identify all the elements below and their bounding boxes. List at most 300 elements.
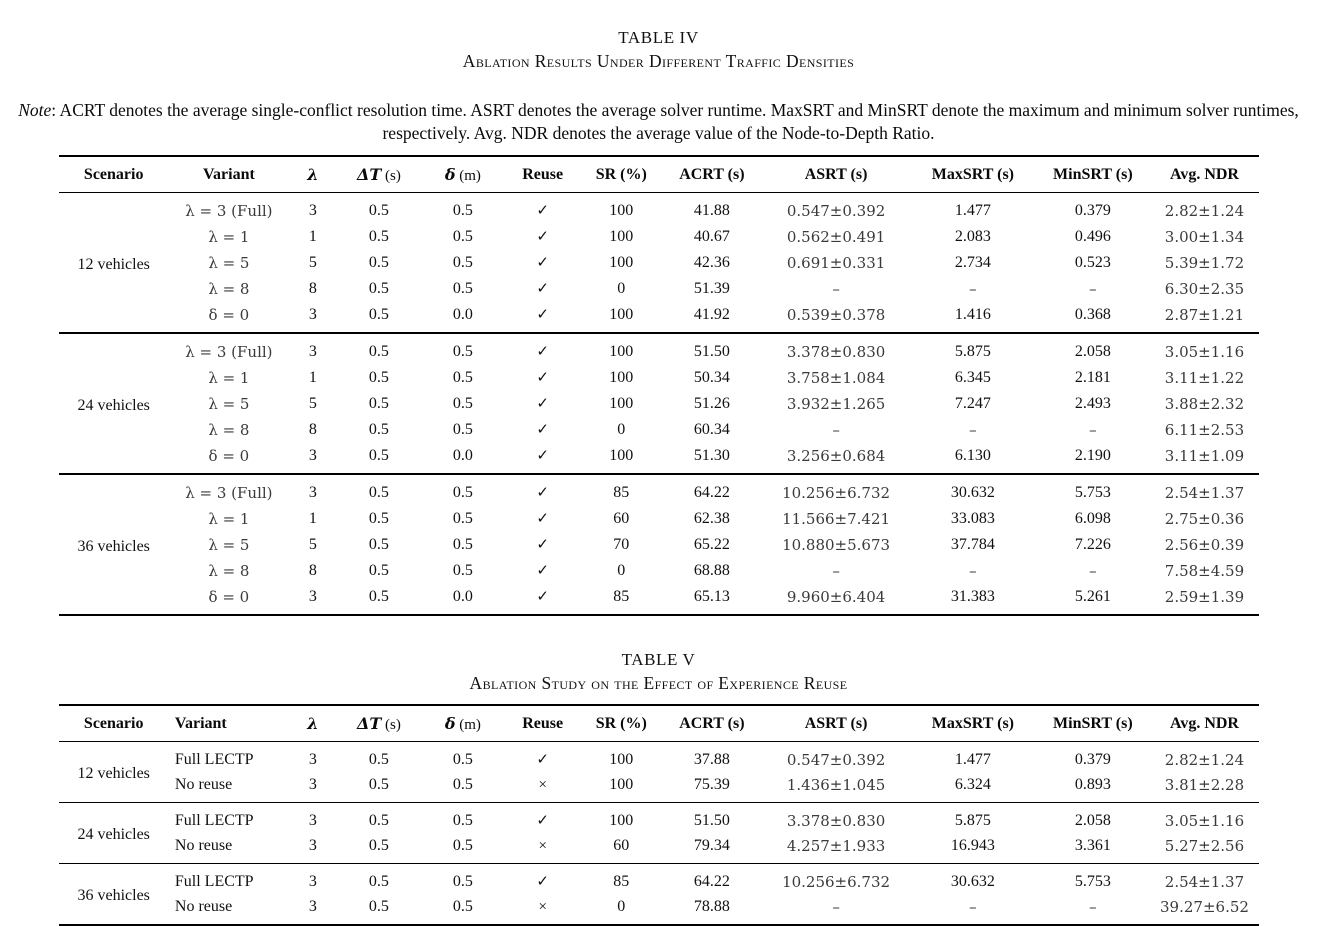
value-cell: 6.345 bbox=[954, 368, 991, 386]
value-cell: 0.5 bbox=[368, 305, 389, 323]
scenario-group bbox=[59, 803, 1259, 864]
value-cell: 60 bbox=[613, 837, 630, 855]
value-cell: 3.378±0.830 bbox=[786, 811, 886, 830]
value-cell: 65.22 bbox=[693, 535, 730, 553]
value-cell: 3.361 bbox=[1074, 837, 1111, 855]
column-header-acrt-s-: ACRT (s) bbox=[662, 156, 762, 193]
value-cell: 37.784 bbox=[950, 535, 995, 553]
column-header-δt: ΔT (s) bbox=[337, 705, 421, 742]
value-cell: 0.379 bbox=[1074, 750, 1111, 768]
column-header-δt: ΔT (s) bbox=[337, 156, 421, 193]
value-cell: – bbox=[1089, 561, 1097, 580]
value-cell: 78.88 bbox=[693, 898, 730, 916]
value-cell: 0.5 bbox=[452, 279, 473, 297]
table-row bbox=[59, 895, 1259, 926]
value-cell: 2.54±1.37 bbox=[1164, 872, 1245, 891]
variant-cell: λ = 1 bbox=[208, 509, 250, 528]
value-cell: 0.5 bbox=[368, 898, 389, 916]
column-header-sr-: SR (%) bbox=[580, 705, 662, 742]
variant-cell: No reuse bbox=[174, 837, 233, 855]
value-cell: 100 bbox=[609, 305, 634, 323]
value-cell: 3 bbox=[308, 483, 317, 501]
value-cell: 0.5 bbox=[368, 420, 389, 438]
value-cell: 0.5 bbox=[368, 253, 389, 271]
variant-cell: λ = 1 bbox=[208, 368, 250, 387]
value-cell: 1.416 bbox=[954, 305, 991, 323]
value-cell: 5 bbox=[308, 394, 317, 412]
column-header-λ: λ bbox=[289, 705, 337, 742]
table-v-section bbox=[0, 650, 1317, 926]
scenario-group bbox=[59, 333, 1259, 474]
value-cell: 37.88 bbox=[693, 750, 730, 768]
column-header-reuse: Reuse bbox=[505, 156, 581, 193]
value-cell: 30.632 bbox=[950, 872, 995, 890]
value-cell: 68.88 bbox=[693, 561, 730, 579]
value-cell: 0.5 bbox=[452, 342, 473, 360]
value-cell: – bbox=[969, 279, 977, 298]
value-cell: 0.5 bbox=[368, 837, 389, 855]
scenario-cell: 36 vehicles bbox=[77, 887, 150, 905]
value-cell: 0.5 bbox=[368, 279, 389, 297]
value-cell: 0.0 bbox=[452, 305, 473, 323]
value-cell: 0.5 bbox=[368, 872, 389, 890]
value-cell: – bbox=[1089, 420, 1097, 439]
value-cell: 0.5 bbox=[452, 394, 473, 412]
value-cell: 0.5 bbox=[452, 253, 473, 271]
value-cell: 39.27±6.52 bbox=[1160, 898, 1249, 917]
table-row bbox=[59, 276, 1259, 302]
value-cell: 0.5 bbox=[452, 837, 473, 855]
value-cell: 70 bbox=[613, 535, 630, 553]
value-cell: 3.11±1.22 bbox=[1164, 368, 1245, 387]
value-cell: 6.130 bbox=[954, 446, 991, 464]
value-cell: 41.88 bbox=[693, 201, 730, 219]
table-row bbox=[59, 864, 1259, 895]
value-cell: 40.67 bbox=[693, 227, 730, 245]
value-cell: 51.50 bbox=[693, 342, 730, 360]
value-cell: 3 bbox=[308, 342, 317, 360]
value-cell: 0.5 bbox=[368, 561, 389, 579]
table-row bbox=[59, 834, 1259, 864]
value-cell: 2.82±1.24 bbox=[1164, 201, 1245, 220]
value-cell: 1 bbox=[308, 227, 317, 245]
value-cell: 6.324 bbox=[954, 776, 991, 794]
value-cell: 0 bbox=[617, 420, 626, 438]
value-cell: – bbox=[969, 420, 977, 439]
value-cell: 85 bbox=[613, 483, 630, 501]
value-cell: 42.36 bbox=[693, 253, 730, 271]
value-cell: 0 bbox=[617, 898, 626, 916]
value-cell: 2.82±1.24 bbox=[1164, 750, 1245, 769]
table-iv-title: Ablation Results Under Different Traffic Densities bbox=[462, 51, 855, 71]
value-cell: – bbox=[969, 561, 977, 580]
column-header-avg-ndr: Avg. NDR bbox=[1150, 705, 1258, 742]
value-cell: – bbox=[1089, 279, 1097, 298]
table-row bbox=[59, 417, 1259, 443]
value-cell: 0.5 bbox=[452, 509, 473, 527]
cross-icon: × bbox=[538, 837, 547, 854]
value-cell: 0.5 bbox=[452, 227, 473, 245]
value-cell: 65.13 bbox=[693, 587, 730, 605]
value-cell: 64.22 bbox=[693, 872, 730, 890]
value-cell: 16.943 bbox=[950, 837, 995, 855]
column-header-asrt-s-: ASRT (s) bbox=[762, 705, 911, 742]
scenario-cell: 24 vehicles bbox=[77, 826, 150, 844]
value-cell: 100 bbox=[609, 750, 634, 768]
value-cell: 100 bbox=[609, 368, 634, 386]
value-cell: – bbox=[832, 898, 840, 917]
value-cell: 0.523 bbox=[1074, 253, 1111, 271]
scenario-cell: 24 vehicles bbox=[77, 396, 150, 414]
check-icon: ✓ bbox=[536, 563, 549, 580]
value-cell: 6.11±2.53 bbox=[1164, 420, 1245, 439]
cross-icon: × bbox=[538, 776, 547, 793]
column-header-avg-ndr: Avg. NDR bbox=[1150, 156, 1258, 193]
value-cell: 0.5 bbox=[452, 750, 473, 768]
value-cell: 0.5 bbox=[368, 750, 389, 768]
value-cell: 0.5 bbox=[368, 535, 389, 553]
value-cell: 11.566±7.421 bbox=[782, 509, 891, 528]
value-cell: 51.39 bbox=[693, 279, 730, 297]
value-cell: 0.496 bbox=[1074, 227, 1111, 245]
table-row bbox=[59, 391, 1259, 417]
variant-cell: Full LECTP bbox=[174, 811, 254, 829]
value-cell: 3 bbox=[308, 305, 317, 323]
variant-cell: λ = 5 bbox=[208, 535, 250, 554]
column-header-maxsrt-s-: MaxSRT (s) bbox=[910, 705, 1035, 742]
value-cell: 2.083 bbox=[954, 227, 991, 245]
column-header-scenario: Scenario bbox=[59, 156, 169, 193]
value-cell: 3 bbox=[308, 201, 317, 219]
variant-cell: No reuse bbox=[174, 776, 233, 794]
value-cell: 0.691±0.331 bbox=[786, 253, 886, 272]
value-cell: 51.30 bbox=[693, 446, 730, 464]
value-cell: 10.256±6.732 bbox=[782, 483, 891, 502]
value-cell: 3.932±1.265 bbox=[786, 394, 886, 413]
value-cell: 3 bbox=[308, 811, 317, 829]
value-cell: – bbox=[832, 279, 840, 298]
value-cell: 6.098 bbox=[1074, 509, 1111, 527]
value-cell: 0.5 bbox=[452, 776, 473, 794]
value-cell: 62.38 bbox=[693, 509, 730, 527]
value-cell: 0.547±0.392 bbox=[786, 201, 886, 220]
column-header-asrt-s-: ASRT (s) bbox=[762, 156, 911, 193]
table-row bbox=[59, 474, 1259, 506]
value-cell: 60 bbox=[613, 509, 630, 527]
column-header-variant: Variant bbox=[169, 156, 289, 193]
header-row bbox=[59, 705, 1259, 742]
value-cell: 5.261 bbox=[1074, 587, 1111, 605]
value-cell: 0.5 bbox=[368, 446, 389, 464]
value-cell: 30.632 bbox=[950, 483, 995, 501]
value-cell: 3 bbox=[308, 587, 317, 605]
column-header-variant: Variant bbox=[169, 705, 289, 742]
value-cell: 100 bbox=[609, 776, 634, 794]
check-icon: ✓ bbox=[536, 203, 549, 220]
value-cell: 5.753 bbox=[1074, 872, 1111, 890]
column-header-maxsrt-s-: MaxSRT (s) bbox=[910, 156, 1035, 193]
value-cell: 64.22 bbox=[693, 483, 730, 501]
value-cell: 100 bbox=[609, 811, 634, 829]
value-cell: 3 bbox=[308, 446, 317, 464]
check-icon: ✓ bbox=[536, 370, 549, 387]
value-cell: 60.34 bbox=[693, 420, 730, 438]
variant-cell: λ = 3 (Full) bbox=[185, 201, 273, 220]
value-cell: 5.39±1.72 bbox=[1164, 253, 1245, 272]
value-cell: 5.27±2.56 bbox=[1164, 837, 1245, 856]
value-cell: – bbox=[969, 898, 977, 917]
value-cell: 0.562±0.491 bbox=[786, 227, 886, 246]
check-icon: ✓ bbox=[536, 281, 549, 298]
value-cell: 3.378±0.830 bbox=[786, 342, 886, 361]
table-row bbox=[59, 193, 1259, 224]
value-cell: 3 bbox=[308, 837, 317, 855]
variant-cell: λ = 8 bbox=[208, 561, 250, 580]
value-cell: 0.5 bbox=[452, 368, 473, 386]
value-cell: 0.5 bbox=[452, 420, 473, 438]
variant-cell: λ = 3 (Full) bbox=[185, 342, 273, 361]
value-cell: 8 bbox=[308, 420, 317, 438]
value-cell: 0.5 bbox=[368, 587, 389, 605]
table-row bbox=[59, 558, 1259, 584]
value-cell: 3.256±0.684 bbox=[786, 446, 886, 465]
value-cell: 5.753 bbox=[1074, 483, 1111, 501]
section-divider-space bbox=[0, 616, 1317, 650]
table-iv-section bbox=[0, 28, 1317, 616]
column-header-scenario: Scenario bbox=[59, 705, 169, 742]
value-cell: 0.0 bbox=[452, 587, 473, 605]
value-cell: 31.383 bbox=[950, 587, 995, 605]
check-icon: ✓ bbox=[536, 537, 549, 554]
value-cell: 2.87±1.21 bbox=[1164, 305, 1245, 324]
value-cell: 0.5 bbox=[452, 561, 473, 579]
check-icon: ✓ bbox=[536, 589, 549, 606]
value-cell: 100 bbox=[609, 201, 634, 219]
value-cell: 1 bbox=[308, 368, 317, 386]
value-cell: 51.50 bbox=[693, 811, 730, 829]
value-cell: 2.058 bbox=[1074, 811, 1111, 829]
value-cell: 7.58±4.59 bbox=[1164, 561, 1245, 580]
value-cell: 3.81±2.28 bbox=[1164, 776, 1245, 795]
value-cell: 0.5 bbox=[368, 483, 389, 501]
check-icon: ✓ bbox=[536, 752, 549, 769]
table-v bbox=[59, 704, 1259, 926]
value-cell: 85 bbox=[613, 587, 630, 605]
value-cell: 2.181 bbox=[1074, 368, 1111, 386]
variant-cell: δ = 0 bbox=[208, 446, 250, 465]
check-icon: ✓ bbox=[536, 448, 549, 465]
check-icon: ✓ bbox=[536, 813, 549, 830]
value-cell: 1.477 bbox=[954, 201, 991, 219]
note-text: : ACRT denotes the average single-conflict resolution time. ASRT denotes the average solver runtime. MaxSRT and MinSRT denote the maximum and minimum solver runtimes, respectively. Avg. NDR denotes the average value of the Node-to-Depth Ratio. bbox=[51, 100, 1299, 144]
check-icon: ✓ bbox=[536, 485, 549, 502]
value-cell: 3 bbox=[308, 750, 317, 768]
value-cell: 51.26 bbox=[693, 394, 730, 412]
value-cell: 0.0 bbox=[452, 446, 473, 464]
table-row bbox=[59, 506, 1259, 532]
header-row bbox=[59, 156, 1259, 193]
value-cell: 1.477 bbox=[954, 750, 991, 768]
variant-cell: λ = 8 bbox=[208, 279, 250, 298]
value-cell: 10.880±5.673 bbox=[782, 535, 891, 554]
scenario-cell: 12 vehicles bbox=[77, 765, 150, 783]
value-cell: 79.34 bbox=[693, 837, 730, 855]
value-cell: 10.256±6.732 bbox=[782, 872, 891, 891]
scenario-cell: 36 vehicles bbox=[77, 537, 150, 555]
table-v-title: Ablation Study on the Effect of Experience Reuse bbox=[469, 673, 848, 694]
value-cell: 41.92 bbox=[693, 305, 730, 323]
value-cell: 6.30±2.35 bbox=[1164, 279, 1245, 298]
value-cell: 4.257±1.933 bbox=[786, 837, 886, 856]
scenario-group bbox=[59, 864, 1259, 926]
value-cell: 0.5 bbox=[452, 201, 473, 219]
column-header-minsrt-s-: MinSRT (s) bbox=[1035, 156, 1150, 193]
value-cell: 2.493 bbox=[1074, 394, 1111, 412]
column-header-δ: δ (m) bbox=[421, 705, 505, 742]
table-row bbox=[59, 803, 1259, 834]
variant-cell: λ = 5 bbox=[208, 253, 250, 272]
check-icon: ✓ bbox=[536, 229, 549, 246]
value-cell: 3.05±1.16 bbox=[1164, 811, 1245, 830]
table-iv-label: TABLE IV bbox=[618, 28, 699, 47]
value-cell: 2.75±0.36 bbox=[1164, 509, 1245, 528]
value-cell: – bbox=[1089, 898, 1097, 917]
value-cell: 5.875 bbox=[954, 811, 991, 829]
value-cell: 85 bbox=[613, 872, 630, 890]
value-cell: 0.539±0.378 bbox=[786, 305, 886, 324]
value-cell: 2.54±1.37 bbox=[1164, 483, 1245, 502]
table-row bbox=[59, 773, 1259, 803]
table-row bbox=[59, 443, 1259, 475]
value-cell: 3 bbox=[308, 776, 317, 794]
value-cell: 75.39 bbox=[693, 776, 730, 794]
table-row bbox=[59, 302, 1259, 334]
variant-cell: λ = 8 bbox=[208, 420, 250, 439]
value-cell: 2.058 bbox=[1074, 342, 1111, 360]
table-iv bbox=[59, 155, 1259, 616]
value-cell: 7.247 bbox=[954, 394, 991, 412]
value-cell: 5.875 bbox=[954, 342, 991, 360]
check-icon: ✓ bbox=[536, 422, 549, 439]
table-row bbox=[59, 584, 1259, 616]
value-cell: 100 bbox=[609, 342, 634, 360]
value-cell: 3.00±1.34 bbox=[1164, 227, 1245, 246]
value-cell: 0.5 bbox=[368, 394, 389, 412]
table-iv-note bbox=[13, 99, 1305, 145]
check-icon: ✓ bbox=[536, 344, 549, 361]
value-cell: 50.34 bbox=[693, 368, 730, 386]
variant-cell: λ = 5 bbox=[208, 394, 250, 413]
value-cell: 3.11±1.09 bbox=[1164, 446, 1245, 465]
cross-icon: × bbox=[538, 898, 547, 915]
value-cell: 9.960±6.404 bbox=[786, 587, 886, 606]
column-header-acrt-s-: ACRT (s) bbox=[662, 705, 762, 742]
value-cell: 100 bbox=[609, 253, 634, 271]
table-row bbox=[59, 742, 1259, 773]
value-cell: 0.5 bbox=[452, 535, 473, 553]
value-cell: 2.190 bbox=[1074, 446, 1111, 464]
value-cell: 0.368 bbox=[1074, 305, 1111, 323]
value-cell: 0.547±0.392 bbox=[786, 750, 886, 769]
column-header-minsrt-s-: MinSRT (s) bbox=[1035, 705, 1150, 742]
variant-cell: λ = 3 (Full) bbox=[185, 483, 273, 502]
value-cell: 0.5 bbox=[368, 227, 389, 245]
scenario-cell: 12 vehicles bbox=[77, 255, 150, 273]
value-cell: 1 bbox=[308, 509, 317, 527]
value-cell: 3 bbox=[308, 898, 317, 916]
value-cell: 7.226 bbox=[1074, 535, 1111, 553]
value-cell: 3 bbox=[308, 872, 317, 890]
note-prefix: Note bbox=[18, 100, 52, 120]
value-cell: 3.05±1.16 bbox=[1164, 342, 1245, 361]
value-cell: 33.083 bbox=[950, 509, 995, 527]
column-header-δ: δ (m) bbox=[421, 156, 505, 193]
variant-cell: δ = 0 bbox=[208, 305, 250, 324]
value-cell: 0.5 bbox=[368, 201, 389, 219]
check-icon: ✓ bbox=[536, 396, 549, 413]
value-cell: 2.734 bbox=[954, 253, 991, 271]
variant-cell: Full LECTP bbox=[174, 750, 254, 768]
value-cell: 0.5 bbox=[368, 368, 389, 386]
value-cell: 8 bbox=[308, 279, 317, 297]
check-icon: ✓ bbox=[536, 255, 549, 272]
table-row bbox=[59, 365, 1259, 391]
value-cell: 3.758±1.084 bbox=[786, 368, 886, 387]
value-cell: 100 bbox=[609, 446, 634, 464]
column-header-λ: λ bbox=[289, 156, 337, 193]
variant-cell: δ = 0 bbox=[208, 587, 250, 606]
variant-cell: No reuse bbox=[174, 898, 233, 916]
value-cell: 100 bbox=[609, 394, 634, 412]
value-cell: 5 bbox=[308, 253, 317, 271]
variant-cell: λ = 1 bbox=[208, 227, 250, 246]
table-row bbox=[59, 532, 1259, 558]
check-icon: ✓ bbox=[536, 511, 549, 528]
value-cell: 0.5 bbox=[368, 342, 389, 360]
value-cell: 5 bbox=[308, 535, 317, 553]
column-header-sr-: SR (%) bbox=[580, 156, 662, 193]
value-cell: 3.88±2.32 bbox=[1164, 394, 1245, 413]
value-cell: 100 bbox=[609, 227, 634, 245]
variant-cell: Full LECTP bbox=[174, 872, 254, 890]
scenario-group bbox=[59, 742, 1259, 803]
table-v-label: TABLE V bbox=[621, 650, 696, 670]
value-cell: – bbox=[832, 561, 840, 580]
value-cell: 0.5 bbox=[452, 898, 473, 916]
table-row bbox=[59, 333, 1259, 365]
scenario-group bbox=[59, 474, 1259, 615]
value-cell: 2.59±1.39 bbox=[1164, 587, 1245, 606]
value-cell: 0.5 bbox=[368, 811, 389, 829]
check-icon: ✓ bbox=[536, 307, 549, 324]
table-row bbox=[59, 250, 1259, 276]
value-cell: 8 bbox=[308, 561, 317, 579]
value-cell: 0.5 bbox=[452, 811, 473, 829]
value-cell: – bbox=[832, 420, 840, 439]
value-cell: 0.5 bbox=[368, 509, 389, 527]
value-cell: 0 bbox=[617, 279, 626, 297]
table-row bbox=[59, 224, 1259, 250]
value-cell: 0.893 bbox=[1074, 776, 1111, 794]
check-icon: ✓ bbox=[536, 874, 549, 891]
column-header-reuse: Reuse bbox=[505, 705, 581, 742]
value-cell: 0 bbox=[617, 561, 626, 579]
value-cell: 0.5 bbox=[452, 483, 473, 501]
value-cell: 0.5 bbox=[452, 872, 473, 890]
value-cell: 1.436±1.045 bbox=[786, 776, 886, 795]
value-cell: 0.5 bbox=[368, 776, 389, 794]
value-cell: 2.56±0.39 bbox=[1164, 535, 1245, 554]
